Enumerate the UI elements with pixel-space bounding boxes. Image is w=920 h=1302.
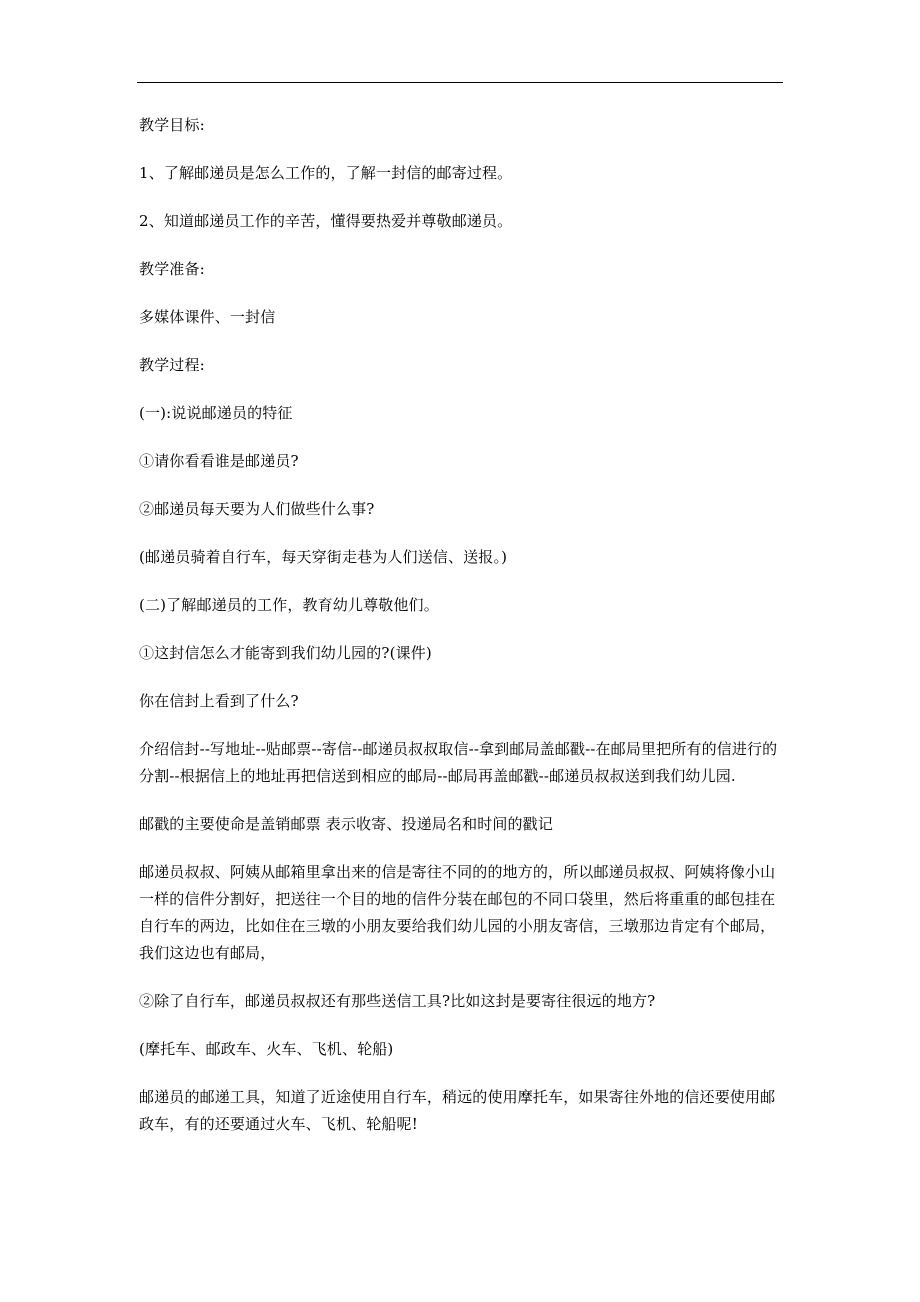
section-heading-process: 教学过程:: [139, 356, 205, 374]
header-divider: [137, 82, 783, 83]
process-question-1: ①请你看看谁是邮递员?: [139, 452, 299, 470]
process-question-3: ①这封信怎么才能寄到我们幼儿园的?(课件): [139, 644, 432, 662]
postmark-definition: 邮戳的主要使命是盖销邮票 表示收寄、投递局名和时间的戳记: [139, 815, 553, 833]
objective-item-2: 2、知道邮递员工作的辛苦，懂得要热爱并尊敬邮递员。: [139, 212, 513, 230]
transport-list: (摩托车、邮政车、火车、飞机、轮船): [139, 1040, 394, 1058]
transport-summary: 邮递员的邮递工具，知道了近途使用自行车，稍远的使用摩托车，如果寄往外地的信还要使用邮政车，有的还要通过火车、飞机、轮船呢!: [139, 1088, 776, 1133]
preparation-text: 多媒体课件、一封信: [139, 308, 276, 326]
process-step-2-title: (二)了解邮递员的工作，教育幼儿尊敬他们。: [139, 596, 439, 614]
process-step-1-title: (一):说说邮递员的特征: [139, 404, 293, 422]
objective-item-1: 1、了解邮递员是怎么工作的，了解一封信的邮寄过程。: [139, 164, 513, 182]
process-question-2: ②邮递员每天要为人们做些什么事?: [139, 500, 375, 518]
section-heading-preparation: 教学准备:: [139, 260, 205, 278]
section-heading-objectives: 教学目标:: [139, 116, 205, 134]
process-question-5: ②除了自行车，邮递员叔叔还有那些送信工具?比如这封是要寄往很远的地方?: [139, 992, 656, 1010]
envelope-flow-text: 介绍信封--写地址--贴邮票--寄信--邮递员叔叔取信--拿到邮局盖邮戳--在邮局里把所有的信进行的分割--根据信上的地址再把信送到相应的邮局--邮局再盖邮戳--邮递员叔叔送到我们幼儿园.: [139, 740, 778, 785]
process-question-4: 你在信封上看到了什么?: [139, 692, 299, 710]
process-answer-1: (邮递员骑着自行车，每天穿街走巷为人们送信、送报。): [139, 548, 508, 566]
document-body: [139, 112, 789, 1159]
sorting-explanation: 邮递员叔叔、阿姨从邮箱里拿出来的信是寄往不同的的地方的，所以邮递员叔叔、阿姨将像小山一样的信件分割好，把送往一个目的地的信件分装在邮包的不同口袋里，然后将重重的邮包挂在自行车的两边，比如住在三墩的小朋友要给我们幼儿园的小朋友寄信，三墩那边肯定有个邮局，我们这边也有邮局，: [139, 863, 776, 962]
